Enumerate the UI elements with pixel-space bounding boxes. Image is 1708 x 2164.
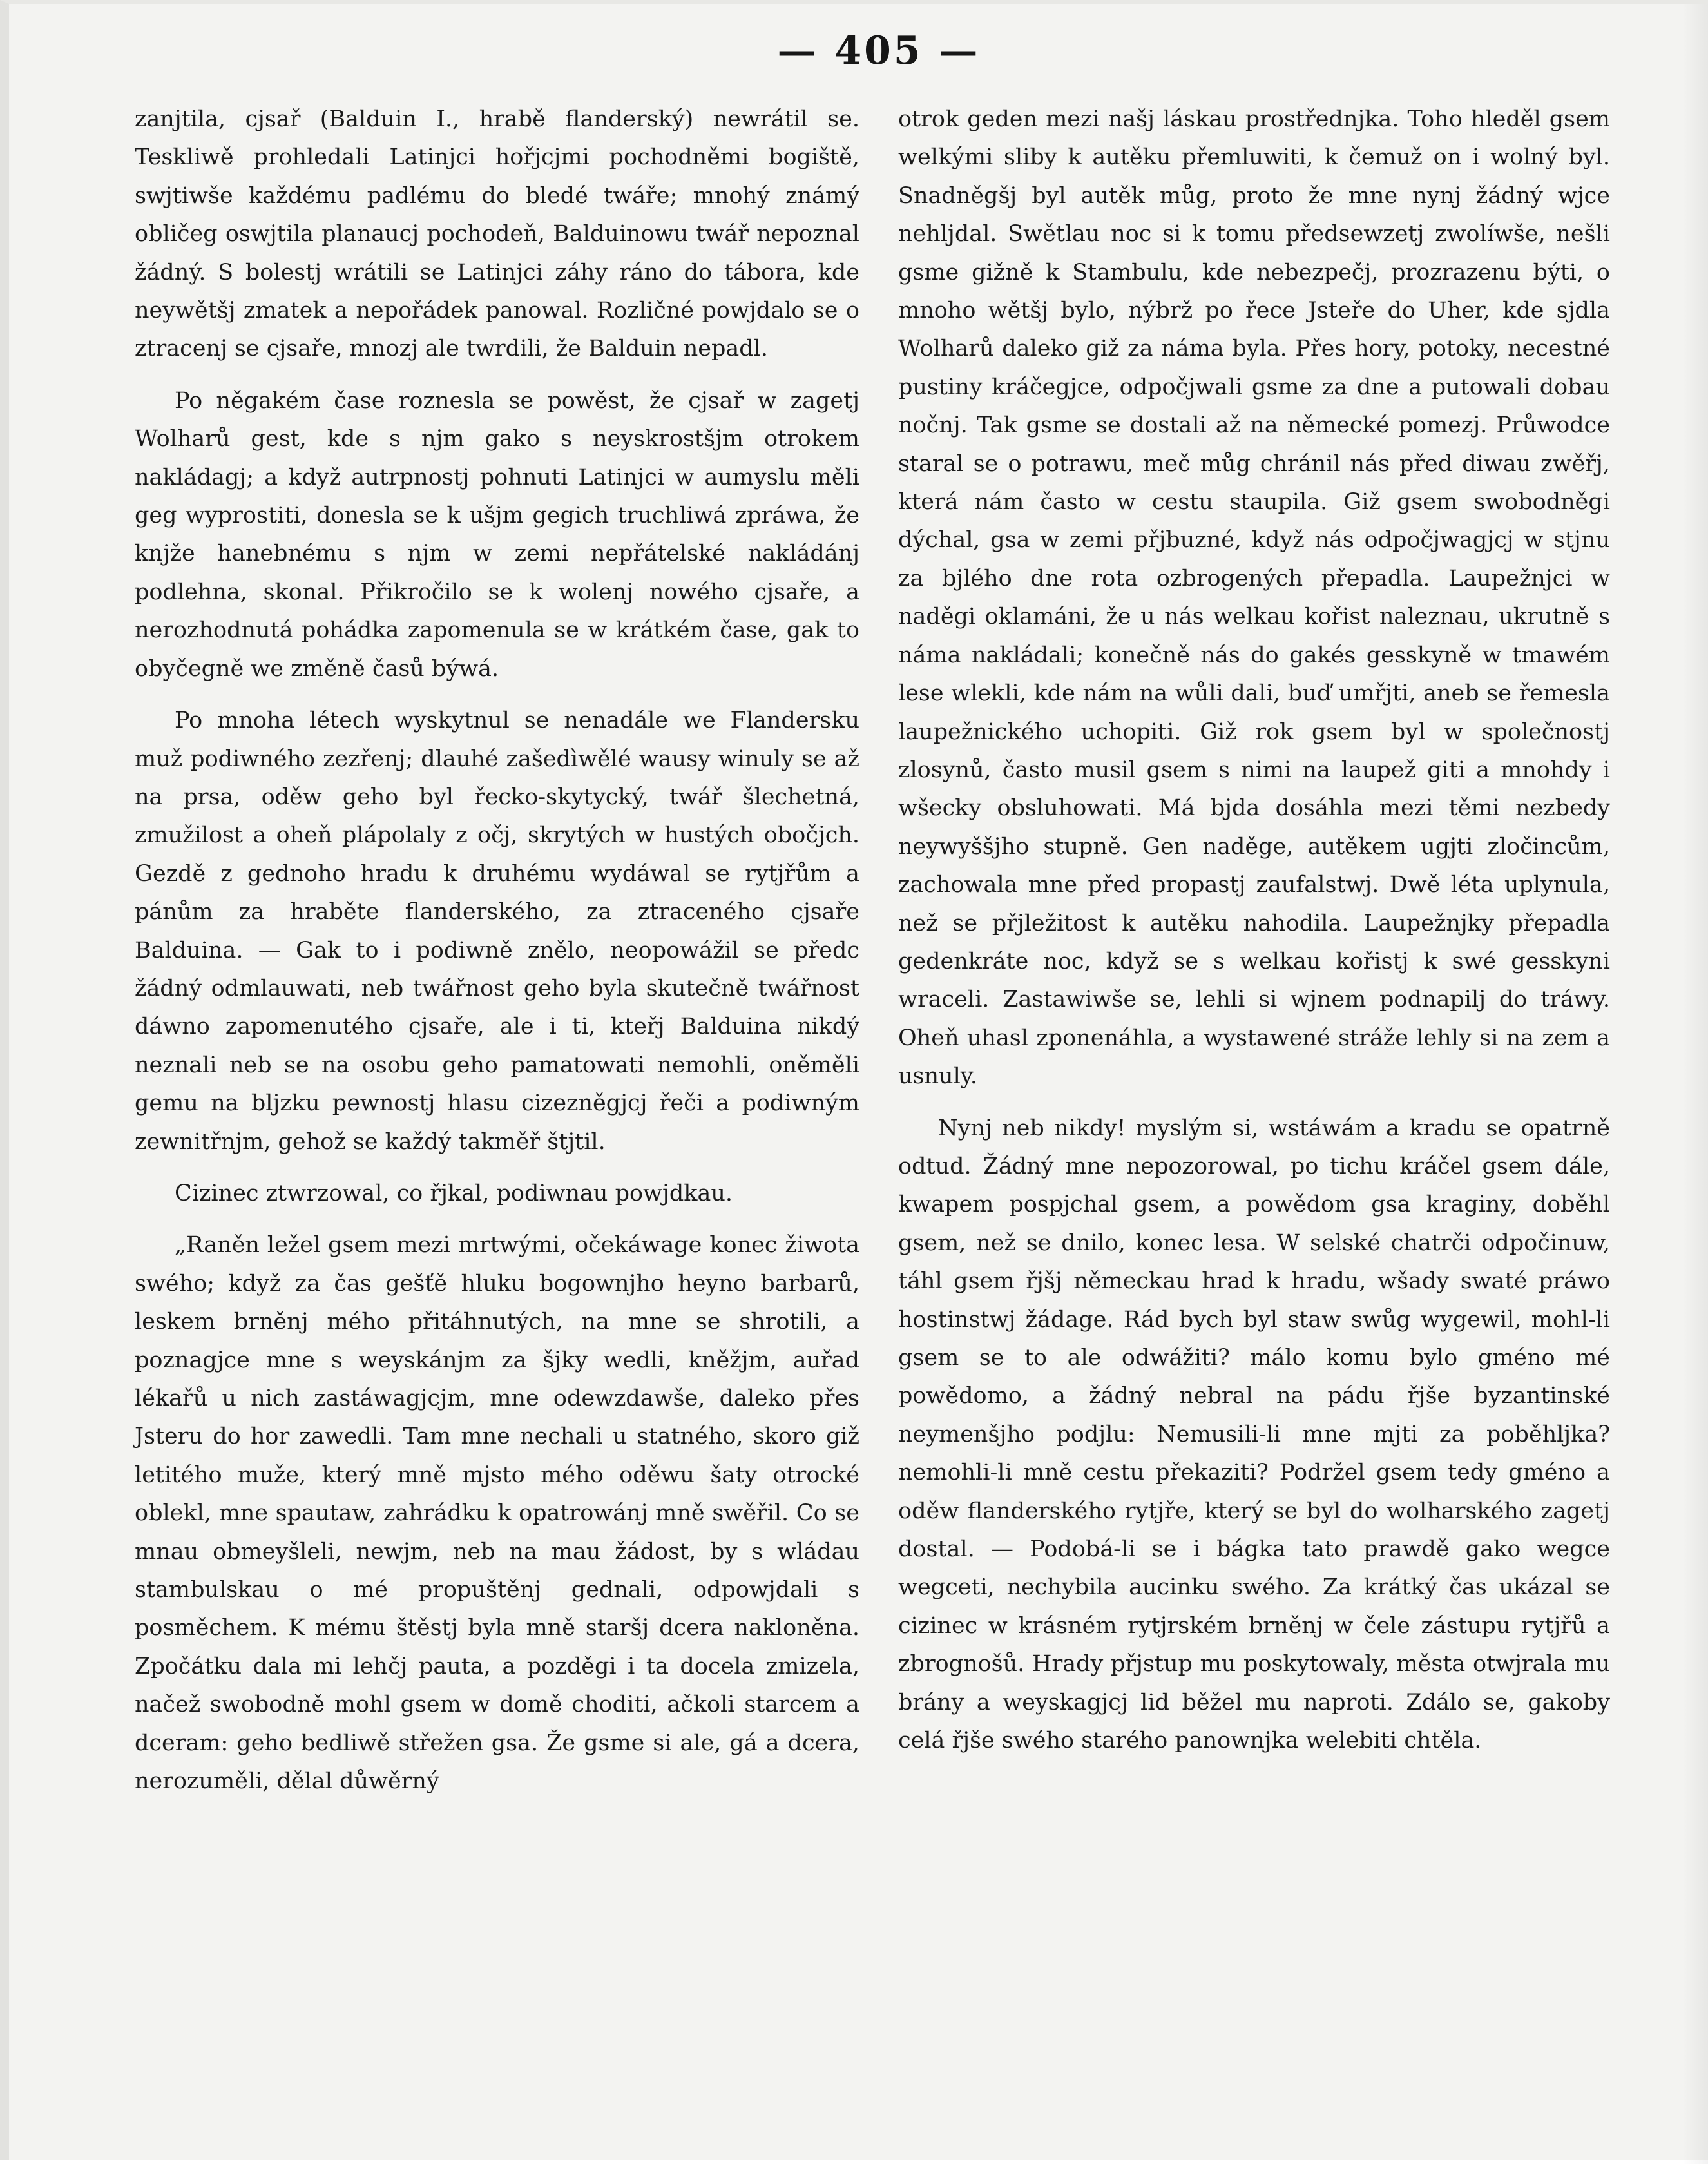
paragraph: Po něgakém čase roznesla se powěst, že cjsař w zagetj Wolharů gest, kde s njm gako s neyskrostšjm otrokem nakládagj; a když autrpnostj pohnuti Latinjci w aumyslu měli geg wyprostiti, donesla se k ušjm gegich truchliwá zpráwa, že knjže hanebnému s njm w zemi nepřátelské nakládánj podlehna, skonal. Přikročilo se k wolenj nowého cjsaře, a nerozhodnutá pohádka zapomenula se w krátkém čase, gak to obyčegně we změně časů býwá. xyxy=(135,387,859,682)
left-text-column xyxy=(135,101,859,1814)
right-text-column xyxy=(898,101,1610,1773)
paragraph: Po mnoha létech wyskytnul se nenadále we Flandersku muž podiwného zezřenj; dlauhé zašedìwělé wausy winuly se až na prsa, oděw geho byl řecko-skytycký, twář šlechetná, zmužilost a oheň plápolaly z očj, skrytých w hustých obočjch. Gezdě z gednoho hradu k druhému wydáwal se rytjřům a pánům za hraběte flanderského, za ztraceného cjsaře Balduina. — Gak to i podiwně znělo, neopowážil se předc žádný odmlauwati, neb twářnost geho byla skutečně twářnost dáwno zapomenutého cjsaře, ale i ti, kteřj Balduina nikdý neznali neb se na osobu geho pamatowati nemohli, oněměli gemu na bljzku pewnostj hlasu cizezněgjcj řeči a podiwným zewnitřnjm, gehož se každý takměř štjtil. xyxy=(135,708,859,1155)
paragraph: Cizinec ztwrzowal, co řjkal, podiwnau powjdkau. xyxy=(175,1180,733,1206)
paragraph: otrok geden mezi našj láskau prostřednjka. Toho hleděl gsem welkými sliby k autěku přemluwiti, k čemuž on i wolný byl. Snadněgšj byl autěk můg, proto že mne nynj žádný wjce nehljdal. Swětlau noc si k tomu předsewzetj zwolíwše, nešli gsme gižně k Stambulu, kde nebezpečj, prozrazenu býti, o mnoho wětšj bylo, nýbrž po řece Jsteře do Uher, kde sjdla Wolharů daleko giž za náma byla. Přes hory, potoky, necestné pustiny kráčegjce, odpočjwali gsme za dne a putowali dobau nočnj. Tak gsme se dostali až na německé pomezj. Průwodce staral se o potrawu, meč můg chránil nás před diwau zwěřj, která nám často w cestu staupila. Giž gsem swobodněgi dýchal, gsa w zemi přjbuzné, když nás odpočjwagjcj w stjnu za bjlého dne rota ozbrogených přepadla. Laupežnjci w naděgi oklamáni, že u nás welkau kořist naleznau, ukrutně s náma nakládali; konečně nás do gakés gesskyně w tmawém lese wlekli, kde nám na wůli dali, buď umřjti, aneb se řemesla laupežnického uchopiti. Giž rok gsem byl w společnostj zlosynů, často musil gsem s nimi na laupež giti a mnohdy i wšecky obsluhowati. Má bjda dosáhla mezi těmi nezbedy neywyššjho stupně. Gen naděge, autěkem ugjti zločincům, zachowala mne před propastj zaufalstwj. Dwě léta uplynula, než se přjležitost k autěku nahodila. Laupežnjky přepadla gedenkráte noc, když se s welkau kořistj k swé gesskyni wraceli. Zastawiwše se, lehli si wjnem podnapilj do tráwy. Oheň uhasl zponenáhla, a wystawené stráže lehly si na zem a usnuly. xyxy=(898,106,1610,1090)
paragraph: „Raněn ležel gsem mezi mrtwými, očekáwage konec žiwota swého; když za čas gešťě hluku bogownjho heyno barbarů, leskem brněnj mého přitáhnutých, na mne se shrotili, a poznagjce mne s weyskánjm za šjky wedli, kněžjm, auřad lékařů u nich zastáwagjcjm, mne odewzdawše, daleko přes Jsteru do hor zawedli. Tam mne nechali u statného, skoro giž letitého muže, který mně mjsto mého oděwu šaty otrocké oblekl, mne spautaw, zahrádku k opatrowánj mně swěřil. Co se mnau obmeyšleli, newjm, neb na mau žádost, by s wládau stambulskau o mé propuštěnj gednali, odpowjdali s posměchem. K mému štěstj byla mně staršj dcera nakloněna. Zpočátku dala mi lehčj pauta, a pozděgi i ta docela zmizela, načež swobodně mohl gsem w domě choditi, ačkoli starcem a dceram: geho bedliwě střežen gsa. Že gsme si ale, gá a dcera, nerozuměli, dělal důwěrný xyxy=(135,1232,859,1795)
column-divider xyxy=(879,107,880,1976)
paragraph: zanjtila, cjsař (Balduin I., hrabě flanderský) newrátil se. Teskliwě prohledali Latinjci hořjcjmi pochodněmi bogiště, swjtiwše každému padlému do bledé twáře; mnohý známý obličeg oswjtila planaucj pochodeň, Balduinowu twář nepoznal žádný. S bolestj wrátili se Latinjci záhy ráno do tábora, kde neywětšj zmatek a nepořádek panowal. Rozličné powjdalo se o ztracenj se cjsaře, mnozj ale twrdili, že Balduin nepadl. xyxy=(135,106,859,362)
page-edge-shadow xyxy=(1682,4,1708,2164)
page-number: — 405 — xyxy=(777,28,981,73)
paragraph: Nynj neb nikdy! myslým si, wstáwám a kradu se opatrně odtud. Žádný mne nepozorowal, po tichu kráčel gsem dále, kwapem pospjchal gsem, a powědom gsa kraginy, doběhl gsem, než se dnilo, konec lesa. W selské chatrči odpočinuw, táhl gsem řjšj německau hrad k hradu, wšady swaté práwo hostinstwj žádage. Rád bych byl staw swůg wygewil, mohl-li gsem se to ale odwážiti? málo komu bylo gméno mé powědomo, a žádný nebral na pádu řjše byzantinské neymenšjho podjlu: Nemusili-li mne mjti za poběhljka? nemohli-li mně cestu překaziti? Podržel gsem tedy gméno a oděw flanderského rytjře, který se byl do wolharského zagetj dostal. — Podobá-li se i bágka tato prawdě gako wegce wegceti, nechybila aucinku swého. Za krátký čas ukázal se cizinec w krásném rytjrském brněnj w čele zástupu rytjřů a zbrognošů. Hrady přjstup mu poskytowaly, města otwjrala mu brány a weyskagjcj lid běžel mu naproti. Zdálo se, gakoby celá řjše swého starého panownjka welebiti chtěla. xyxy=(898,1115,1610,1754)
